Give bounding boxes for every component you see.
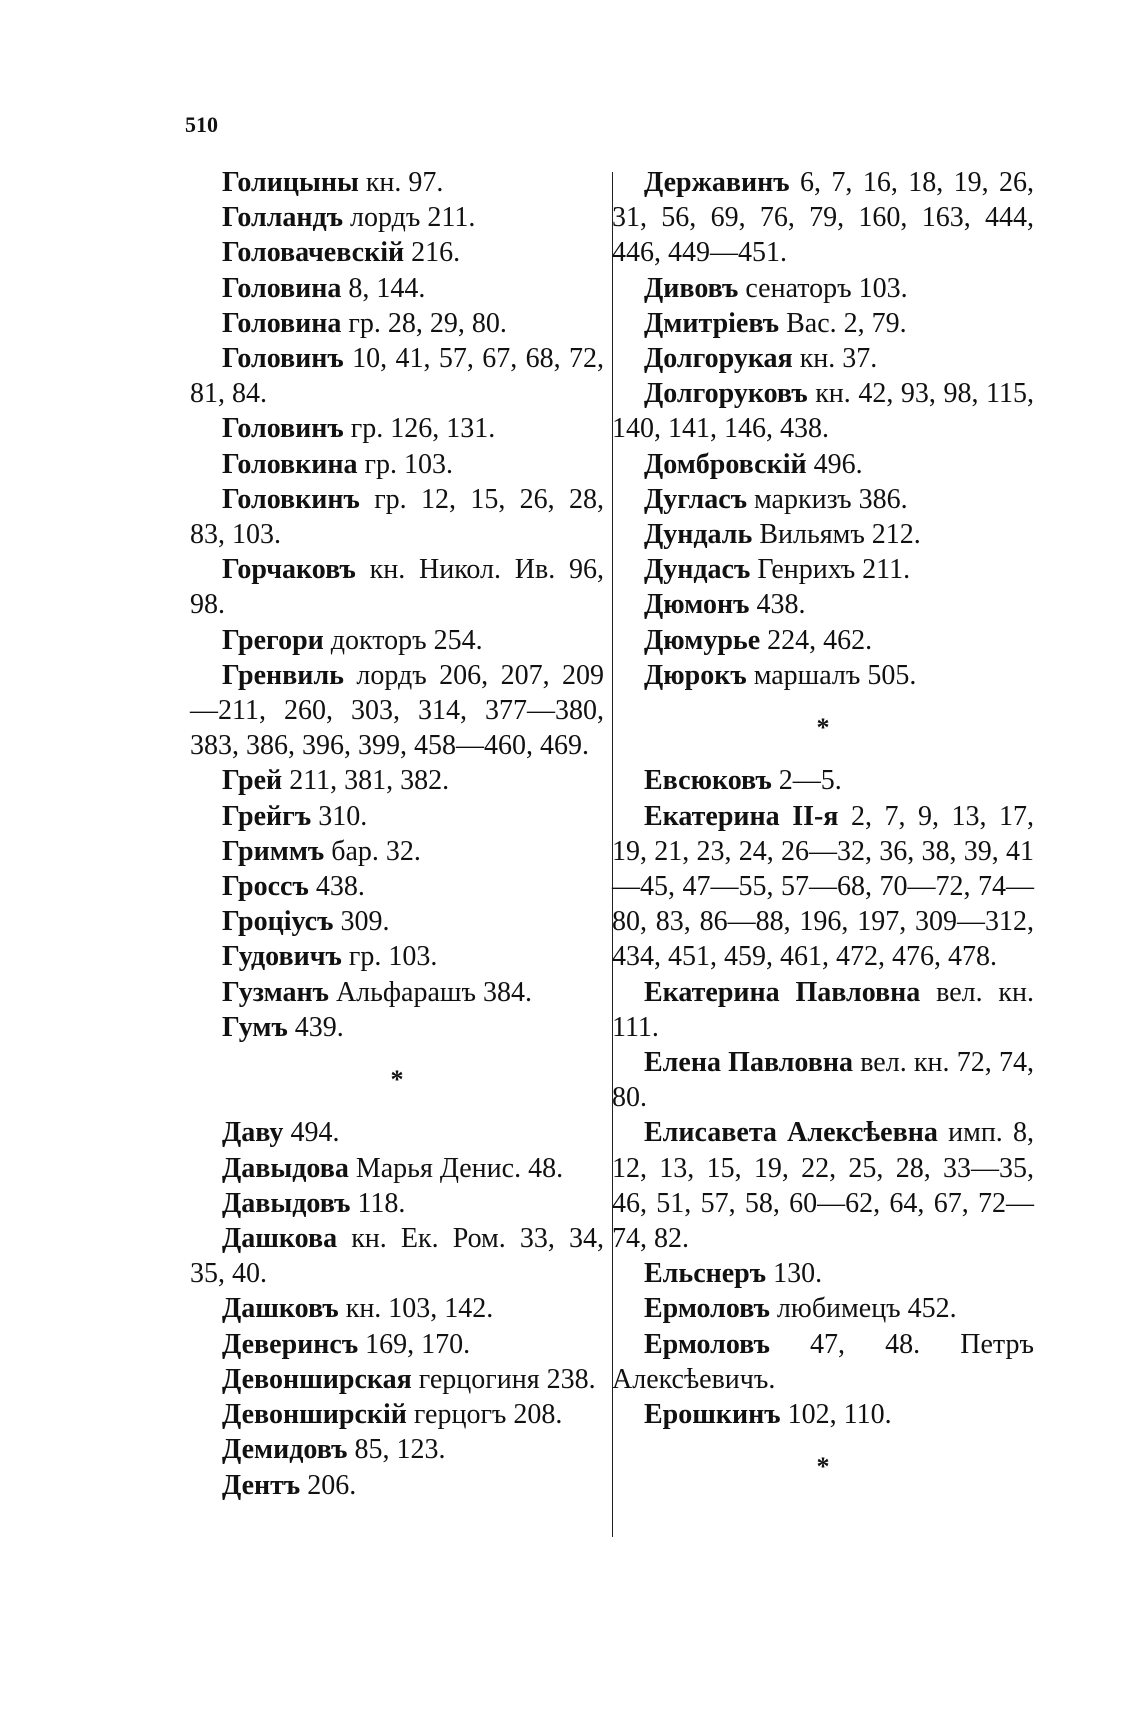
entry-references: гр. 103. <box>364 448 453 480</box>
entry-name: Грегори <box>222 624 324 656</box>
entry-references: кн. 37. <box>799 343 878 375</box>
entry-references: гр. 28, 29, 80. <box>348 307 507 339</box>
entry-name: Елисавета Алексѣевна <box>644 1117 938 1149</box>
entry-references: 2, 7, 9, 13, 17, 19, 21, 23, 24, 26—32, 36, 38, 39, 41—45, 47—55, 57—68, 70—72, 74—80, 83, 86—88, 196, 197, 309—312, 434, 451, 459, 461, 472, 476, 478. <box>612 800 1034 973</box>
entry-name: Дундаль <box>644 519 753 551</box>
entry-references: гр. 103. <box>348 941 438 973</box>
index-entry <box>612 975 1034 1045</box>
entry-name: Дашковъ <box>222 1293 339 1325</box>
entry-references: 8, 144. <box>348 272 426 304</box>
entry-name: Гузманъ <box>222 976 329 1008</box>
entry-references: 206. <box>307 1469 357 1501</box>
entry-references: 102, 110. <box>787 1399 892 1431</box>
index-entry <box>190 200 604 235</box>
entry-references: 169, 170. <box>365 1328 471 1360</box>
index-entry <box>190 975 604 1010</box>
entry-name: Голландъ <box>222 202 344 234</box>
entry-name: Долгоруковъ <box>644 378 808 410</box>
entry-references: 130. <box>773 1258 823 1290</box>
entry-name: Екатерина Павловна <box>644 976 921 1008</box>
index-entry <box>190 658 604 764</box>
entry-references: 10, 41, 57, 67, 68, 72, 81, 84. <box>190 343 605 410</box>
index-entry <box>190 1291 604 1326</box>
entry-references: Вильямъ 212. <box>759 519 921 551</box>
index-entry <box>612 799 1034 975</box>
entry-name: Ерошкинъ <box>644 1399 781 1431</box>
entry-name: Ельснеръ <box>644 1258 767 1290</box>
index-entry <box>612 658 1034 693</box>
index-column-left <box>190 165 604 1503</box>
entry-references: 438. <box>756 589 806 621</box>
entry-references: маркизъ 386. <box>754 483 908 515</box>
entry-references: герцогъ 208. <box>413 1399 563 1431</box>
entry-references: любимецъ 452. <box>776 1293 957 1325</box>
entry-references: кн. Никол. Ив. 96, 98. <box>190 554 604 621</box>
entry-references: 439. <box>294 1011 344 1043</box>
index-entry <box>612 587 1034 622</box>
index-entry <box>612 517 1034 552</box>
index-entry <box>612 271 1034 306</box>
index-entry <box>612 1397 1034 1432</box>
section-separator-asterisk: * <box>816 1452 830 1482</box>
entry-name: Головинъ <box>222 343 344 375</box>
entry-references: 224, 462. <box>767 624 873 656</box>
index-entry <box>190 235 604 270</box>
entry-name: Гриммъ <box>222 835 325 867</box>
entry-references: сенаторъ 103. <box>745 272 908 304</box>
entry-name: Дугласъ <box>644 483 748 515</box>
index-entry <box>612 1115 1034 1256</box>
index-entry <box>190 799 604 834</box>
index-entry <box>190 552 604 622</box>
index-entry <box>612 1045 1034 1115</box>
entry-name: Долгорукая <box>644 343 793 375</box>
entry-name: Головкина <box>222 448 358 480</box>
entry-name: Головина <box>222 272 342 304</box>
entry-references: 438. <box>315 871 365 903</box>
entry-references: кн. Ек. Ром. 33, 34, 35, 40. <box>190 1223 604 1290</box>
index-entry <box>612 482 1034 517</box>
index-entry <box>190 1151 604 1186</box>
entry-references: кн. 103, 142. <box>345 1293 494 1325</box>
entry-name: Дюмурье <box>644 624 761 656</box>
entry-name: Деверинсъ <box>222 1328 359 1360</box>
index-entry <box>190 1362 604 1397</box>
entry-name: Голицыны <box>222 167 359 198</box>
entry-references: герцогиня 238. <box>418 1363 596 1395</box>
index-entry <box>190 341 604 411</box>
entry-references: лордъ 206, 207, 209—211, 260, 303, 314, 377—380, 383, 386, 396, 399, 458—460, 469. <box>190 659 605 762</box>
entry-name: Ермоловъ <box>644 1293 770 1325</box>
entry-references: гр. 126, 131. <box>350 413 496 445</box>
index-entry <box>612 763 1034 798</box>
index-entry <box>190 1221 604 1291</box>
entry-references: бар. 32. <box>331 835 421 867</box>
index-entry <box>190 482 604 552</box>
entry-references: Марья Денис. 48. <box>355 1152 564 1184</box>
index-entry <box>190 1010 604 1045</box>
entry-references: 47, 48. Петръ Алексѣевичъ. <box>612 1328 1034 1395</box>
index-entry <box>190 869 604 904</box>
index-entry <box>612 447 1034 482</box>
entry-name: Гроціусъ <box>222 906 334 938</box>
entry-name: Гроссъ <box>222 871 309 903</box>
entry-name: Державинъ <box>644 167 790 198</box>
entry-references: кн. 97. <box>365 167 444 198</box>
entry-name: Головачевскій <box>222 237 405 269</box>
entry-name: Екатерина II-я <box>644 800 839 832</box>
entry-name: Гудовичъ <box>222 941 342 973</box>
index-entry <box>190 306 604 341</box>
entry-name: Девонширскій <box>222 1399 407 1431</box>
entry-references: 310. <box>318 800 368 832</box>
entry-references: кн. 42, 93, 98, 115, 140, 141, 146, 438. <box>612 378 1034 445</box>
entry-name: Головкинъ <box>222 483 360 515</box>
entry-name: Демидовъ <box>222 1434 348 1466</box>
entry-references: Альфарашъ 384. <box>335 976 532 1008</box>
index-entry <box>190 1397 604 1432</box>
entry-name: Дашкова <box>222 1223 338 1255</box>
entry-references: 309. <box>340 906 390 938</box>
entry-name: Грейгъ <box>222 800 312 832</box>
entry-name: Головинъ <box>222 413 344 445</box>
entry-name: Горчаковъ <box>222 554 356 586</box>
entry-name: Домбровскій <box>644 448 807 480</box>
index-entry <box>190 834 604 869</box>
section-separator-asterisk: * <box>816 713 830 743</box>
index-entry <box>190 1115 604 1150</box>
entry-name: Гумъ <box>222 1011 288 1043</box>
entry-references: 216. <box>411 237 461 269</box>
entry-references: лордъ 211. <box>350 202 476 234</box>
entry-name: Дюрокъ <box>644 659 747 691</box>
entry-references: Генрихъ 211. <box>757 554 911 586</box>
index-entry <box>612 1291 1034 1326</box>
entry-name: Головина <box>222 307 342 339</box>
entry-name: Давыдова <box>222 1152 349 1184</box>
entry-name: Гренвиль <box>222 659 344 691</box>
entry-references: вел. кн. 111. <box>612 976 1035 1043</box>
index-entry <box>612 552 1034 587</box>
entry-name: Грей <box>222 765 283 797</box>
index-entry <box>190 1432 604 1467</box>
entry-references: 496. <box>813 448 863 480</box>
entry-references: 211, 381, 382. <box>289 765 450 797</box>
index-entry <box>190 623 604 658</box>
entry-references: 2—5. <box>778 765 842 797</box>
index-entry <box>190 271 604 306</box>
index-entry <box>612 306 1034 341</box>
index-entry <box>190 411 604 446</box>
index-entry <box>612 1256 1034 1291</box>
entry-name: Дюмонъ <box>644 589 750 621</box>
index-entry <box>612 623 1034 658</box>
entry-references: Вас. 2, 79. <box>786 307 907 339</box>
page-number: 510 <box>185 112 218 137</box>
entry-references: гр. 12, 15, 26, 28, 83, 103. <box>190 483 605 551</box>
index-entry <box>612 341 1034 376</box>
entry-references: имп. 8, 12, 13, 15, 19, 22, 25, 28, 33—35, 46, 51, 57, 58, 60—62, 64, 67, 72—74, 82. <box>612 1117 1035 1255</box>
index-entry <box>190 1327 604 1362</box>
entry-name: Дивовъ <box>644 272 739 304</box>
entry-name: Евсюковъ <box>644 765 772 797</box>
entry-references: докторъ 254. <box>330 624 483 656</box>
entry-name: Дентъ <box>222 1469 301 1501</box>
entry-references: 118. <box>357 1187 406 1219</box>
entry-name: Давыдовъ <box>222 1187 351 1219</box>
entry-references: вел. кн. 72, 74, 80. <box>612 1047 1035 1114</box>
index-column-right <box>612 165 1034 1503</box>
index-entry <box>612 165 1034 271</box>
entry-name: Даву <box>222 1117 284 1149</box>
index-entry <box>190 165 604 200</box>
entry-name: Ермоловъ <box>644 1328 770 1360</box>
entry-name: Дундасъ <box>644 554 751 586</box>
section-separator-asterisk: * <box>390 1065 404 1095</box>
index-entry <box>612 376 1034 446</box>
entry-name: Девонширская <box>222 1363 412 1395</box>
index-entry <box>190 447 604 482</box>
entry-references: 6, 7, 16, 18, 19, 26, 31, 56, 69, 76, 79, 160, 163, 444, 446, 449—451. <box>612 167 1035 269</box>
index-entry <box>190 939 604 974</box>
entry-name: Елена Павловна <box>644 1047 853 1079</box>
index-entry <box>190 1186 604 1221</box>
entry-name: Дмитріевъ <box>644 307 780 339</box>
index-entry <box>190 1468 604 1503</box>
entry-references: 494. <box>290 1117 340 1149</box>
index-entry <box>612 1327 1034 1397</box>
index-entry <box>190 763 604 798</box>
index-entry <box>190 904 604 939</box>
entry-references: 85, 123. <box>354 1434 446 1466</box>
entry-references: маршалъ 505. <box>753 659 917 691</box>
